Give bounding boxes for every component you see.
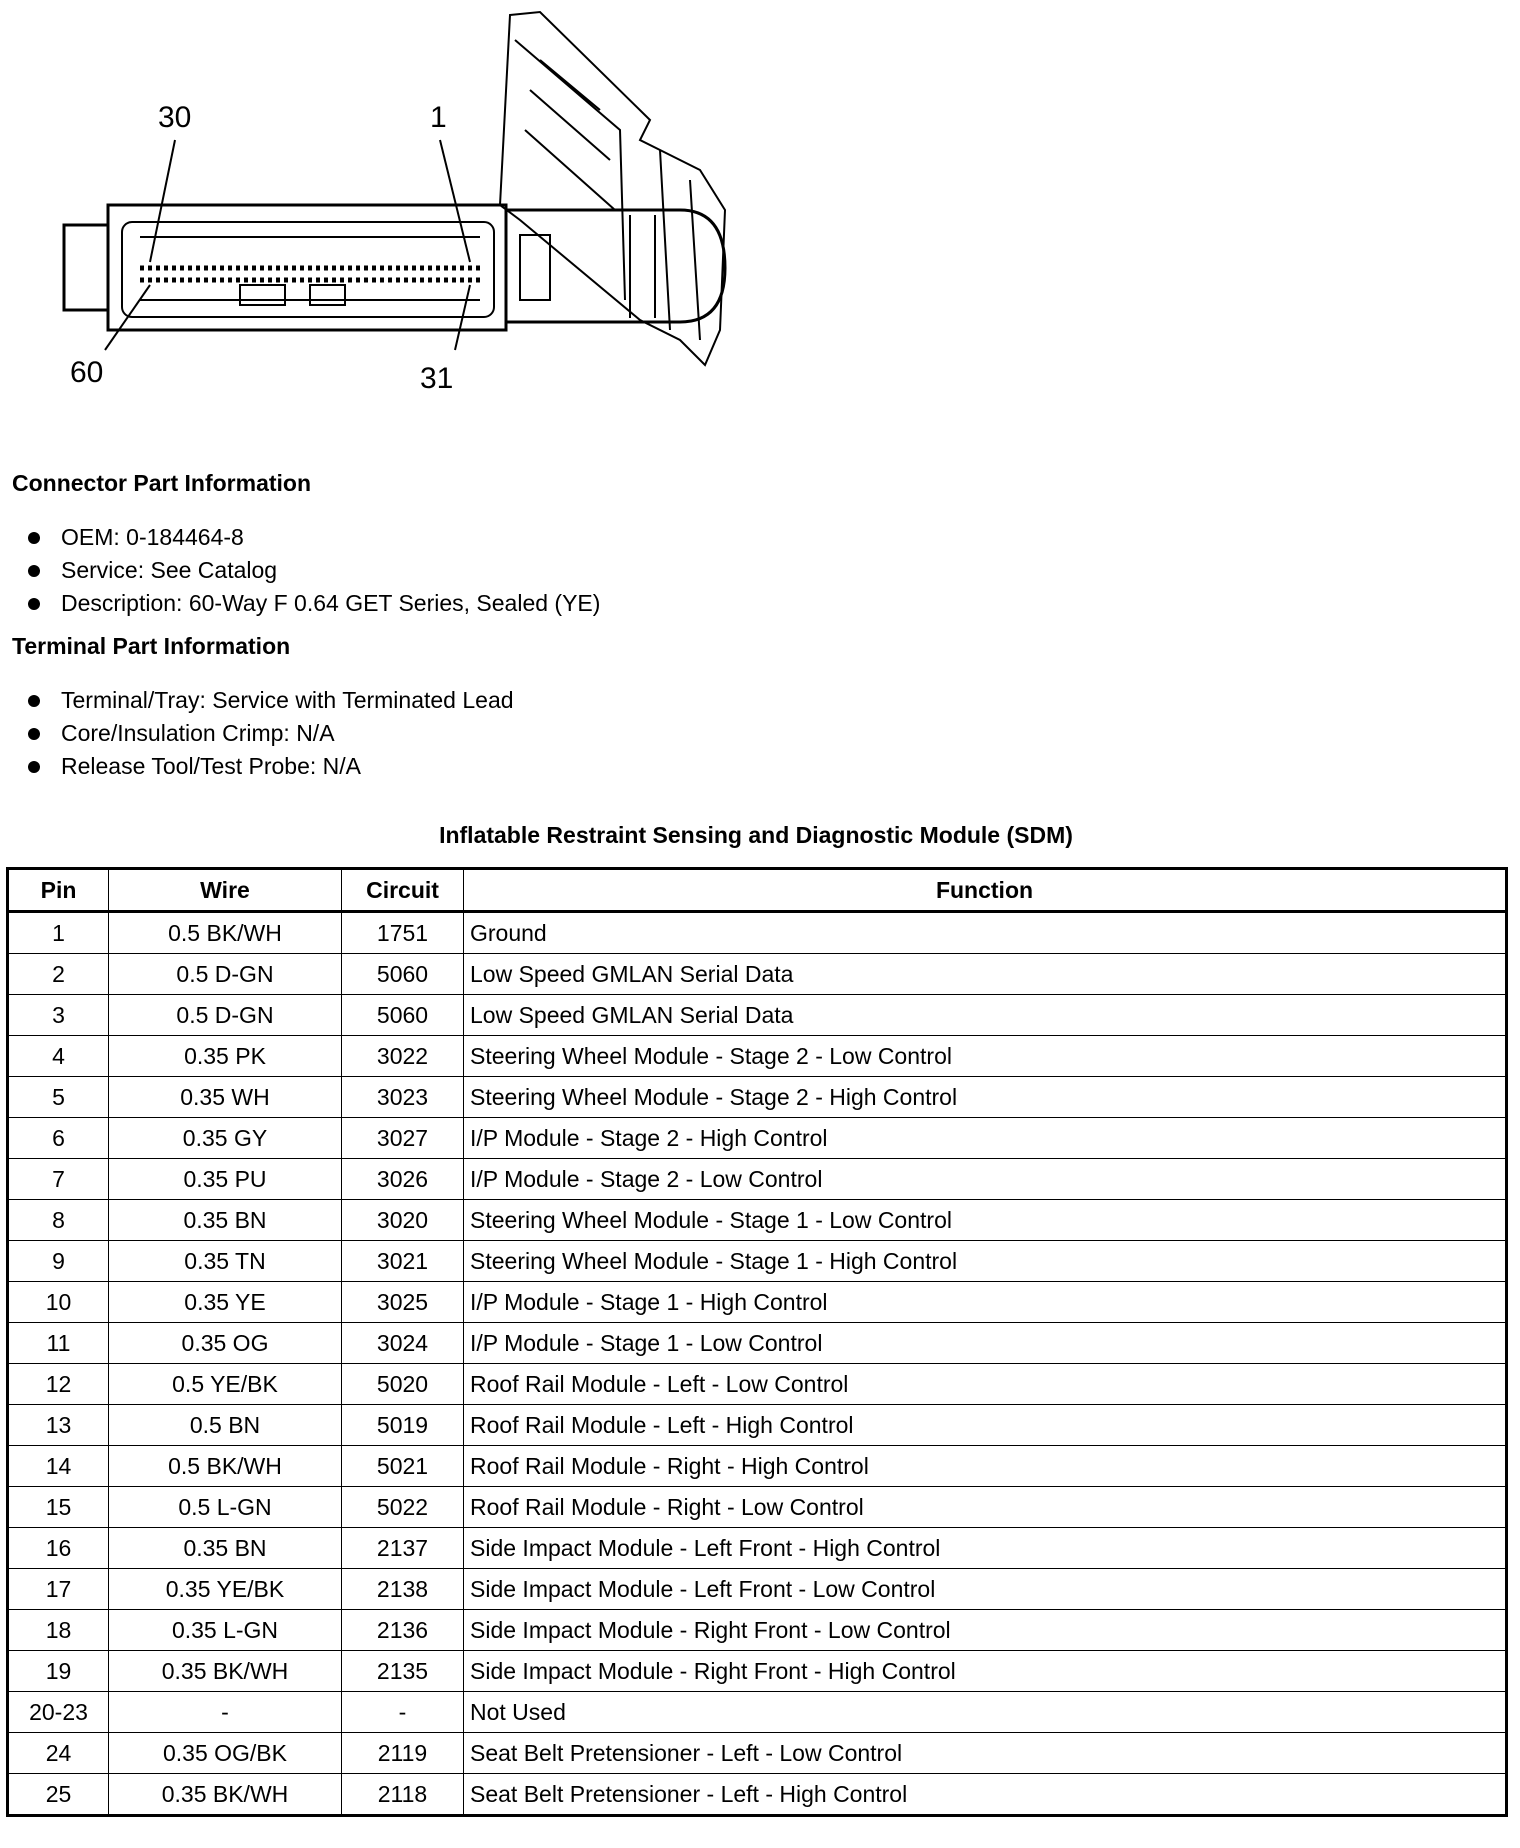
cell-function: Roof Rail Module - Left - High Control xyxy=(464,1405,1507,1446)
table-title: Inflatable Restraint Sensing and Diagnostic Module (SDM) xyxy=(439,822,1073,848)
item-text: OEM: 0-184464-8 xyxy=(61,524,244,550)
header-pin: Pin xyxy=(8,869,109,912)
cell-wire: 0.35 BK/WH xyxy=(109,1774,342,1816)
cell-function: Steering Wheel Module - Stage 1 - High Control xyxy=(464,1241,1507,1282)
pin-label-1: 1 xyxy=(430,101,447,134)
cell-wire: 0.35 L-GN xyxy=(109,1610,342,1651)
cell-function: Seat Belt Pretensioner - Left - Low Control xyxy=(464,1733,1507,1774)
cell-wire: 0.35 BN xyxy=(109,1200,342,1241)
cell-function: Ground xyxy=(464,912,1507,954)
cell-pin: 7 xyxy=(8,1159,109,1200)
pinout-table xyxy=(6,867,1508,1817)
cell-pin: 10 xyxy=(8,1282,109,1323)
pin-label-60: 60 xyxy=(70,356,104,389)
cell-pin: 25 xyxy=(8,1774,109,1816)
cell-pin: 17 xyxy=(8,1569,109,1610)
list-item xyxy=(28,587,600,620)
cell-wire: 0.5 BK/WH xyxy=(109,1446,342,1487)
cell-wire: 0.35 YE/BK xyxy=(109,1569,342,1610)
pin-label-30: 30 xyxy=(158,101,192,134)
cell-wire: 0.35 TN xyxy=(109,1241,342,1282)
pin-rows xyxy=(140,268,480,280)
cell-wire: 0.35 OG/BK xyxy=(109,1733,342,1774)
cell-function: Not Used xyxy=(464,1692,1507,1733)
table-row xyxy=(8,1733,1507,1774)
cell-circuit: 2136 xyxy=(342,1610,464,1651)
cell-circuit: 1751 xyxy=(342,912,464,954)
cell-pin: 19 xyxy=(8,1651,109,1692)
cell-circuit: 5019 xyxy=(342,1405,464,1446)
table-row xyxy=(8,954,1507,995)
list-item xyxy=(28,521,600,554)
cell-wire: 0.5 D-GN xyxy=(109,954,342,995)
cell-pin: 16 xyxy=(8,1528,109,1569)
cell-function: Side Impact Module - Right Front - High Control xyxy=(464,1651,1507,1692)
cell-pin: 15 xyxy=(8,1487,109,1528)
cell-circuit: 2137 xyxy=(342,1528,464,1569)
terminal-info-heading: Terminal Part Information xyxy=(12,633,291,659)
cell-pin: 6 xyxy=(8,1118,109,1159)
list-item xyxy=(28,554,600,587)
cell-wire: 0.35 BK/WH xyxy=(109,1651,342,1692)
cell-circuit: 2138 xyxy=(342,1569,464,1610)
cell-function: I/P Module - Stage 1 - Low Control xyxy=(464,1323,1507,1364)
table-row xyxy=(8,1036,1507,1077)
table-row xyxy=(8,1446,1507,1487)
cell-pin: 9 xyxy=(8,1241,109,1282)
cell-circuit: 3023 xyxy=(342,1077,464,1118)
cell-circuit: 5060 xyxy=(342,995,464,1036)
bullet-icon xyxy=(28,728,40,740)
cell-wire: 0.35 BN xyxy=(109,1528,342,1569)
table-row xyxy=(8,1651,1507,1692)
cell-wire: 0.35 GY xyxy=(109,1118,342,1159)
cell-function: Roof Rail Module - Left - Low Control xyxy=(464,1364,1507,1405)
cell-wire: - xyxy=(109,1692,342,1733)
table-row xyxy=(8,912,1507,954)
connector-info-heading: Connector Part Information xyxy=(12,470,312,496)
table-row xyxy=(8,1774,1507,1816)
table-row xyxy=(8,1528,1507,1569)
cell-function: Low Speed GMLAN Serial Data xyxy=(464,954,1507,995)
connector-iso-view xyxy=(500,12,725,365)
table-row xyxy=(8,1118,1507,1159)
list-item xyxy=(28,750,514,783)
list-item xyxy=(28,717,514,750)
cell-pin: 18 xyxy=(8,1610,109,1651)
cell-function: Steering Wheel Module - Stage 2 - High Control xyxy=(464,1077,1507,1118)
cell-pin: 13 xyxy=(8,1405,109,1446)
table-row xyxy=(8,1077,1507,1118)
list-item xyxy=(28,684,514,717)
cell-circuit: 3027 xyxy=(342,1118,464,1159)
header-circuit: Circuit xyxy=(342,869,464,912)
cell-function: Steering Wheel Module - Stage 1 - Low Control xyxy=(464,1200,1507,1241)
table-header-row xyxy=(8,869,1507,912)
terminal-info-list xyxy=(28,684,514,783)
cell-wire: 0.35 OG xyxy=(109,1323,342,1364)
bullet-icon xyxy=(28,532,40,544)
cell-circuit: 2135 xyxy=(342,1651,464,1692)
cell-function: Side Impact Module - Right Front - Low Control xyxy=(464,1610,1507,1651)
table-row xyxy=(8,1610,1507,1651)
table-row xyxy=(8,1405,1507,1446)
cell-circuit: 3024 xyxy=(342,1323,464,1364)
cell-circuit: 3022 xyxy=(342,1036,464,1077)
cell-function: Side Impact Module - Left Front - Low Control xyxy=(464,1569,1507,1610)
cell-function: Seat Belt Pretensioner - Left - High Control xyxy=(464,1774,1507,1816)
header-function: Function xyxy=(464,869,1507,912)
cell-wire: 0.35 YE xyxy=(109,1282,342,1323)
cell-function: Low Speed GMLAN Serial Data xyxy=(464,995,1507,1036)
header-wire: Wire xyxy=(109,869,342,912)
cell-circuit: 5022 xyxy=(342,1487,464,1528)
cell-circuit: 3026 xyxy=(342,1159,464,1200)
cell-circuit: 2119 xyxy=(342,1733,464,1774)
cell-wire: 0.5 D-GN xyxy=(109,995,342,1036)
cell-pin: 11 xyxy=(8,1323,109,1364)
cell-pin: 14 xyxy=(8,1446,109,1487)
cell-circuit: 3025 xyxy=(342,1282,464,1323)
cell-circuit: 5021 xyxy=(342,1446,464,1487)
cell-circuit: - xyxy=(342,1692,464,1733)
table-row xyxy=(8,995,1507,1036)
bullet-icon xyxy=(28,695,40,707)
cell-function: Roof Rail Module - Right - High Control xyxy=(464,1446,1507,1487)
cell-circuit: 3021 xyxy=(342,1241,464,1282)
item-text: Terminal/Tray: Service with Terminated Lead xyxy=(61,687,514,713)
table-row xyxy=(8,1692,1507,1733)
cell-wire: 0.5 YE/BK xyxy=(109,1364,342,1405)
cell-wire: 0.35 WH xyxy=(109,1077,342,1118)
cell-pin: 24 xyxy=(8,1733,109,1774)
pin-label-31: 31 xyxy=(420,362,454,395)
table-row xyxy=(8,1159,1507,1200)
cell-function: Side Impact Module - Left Front - High Control xyxy=(464,1528,1507,1569)
table-row xyxy=(8,1200,1507,1241)
connector-info-list xyxy=(28,521,600,620)
cell-pin: 4 xyxy=(8,1036,109,1077)
cell-pin: 1 xyxy=(8,912,109,954)
cell-circuit: 5020 xyxy=(342,1364,464,1405)
bullet-icon xyxy=(28,565,40,577)
item-text: Service: See Catalog xyxy=(61,557,278,583)
table-row xyxy=(8,1241,1507,1282)
cell-wire: 0.5 BK/WH xyxy=(109,912,342,954)
cell-pin: 3 xyxy=(8,995,109,1036)
cell-function: I/P Module - Stage 2 - Low Control xyxy=(464,1159,1507,1200)
connector-face-view xyxy=(64,205,725,330)
table-row xyxy=(8,1569,1507,1610)
cell-wire: 0.5 L-GN xyxy=(109,1487,342,1528)
item-text: Core/Insulation Crimp: N/A xyxy=(61,720,335,746)
table-row xyxy=(8,1364,1507,1405)
table-row xyxy=(8,1323,1507,1364)
cell-circuit: 2118 xyxy=(342,1774,464,1816)
cell-function: Roof Rail Module - Right - Low Control xyxy=(464,1487,1507,1528)
cell-pin: 5 xyxy=(8,1077,109,1118)
cell-circuit: 3020 xyxy=(342,1200,464,1241)
table-row xyxy=(8,1487,1507,1528)
bullet-icon xyxy=(28,761,40,773)
cell-wire: 0.35 PK xyxy=(109,1036,342,1077)
cell-circuit: 5060 xyxy=(342,954,464,995)
cell-pin: 8 xyxy=(8,1200,109,1241)
item-text: Release Tool/Test Probe: N/A xyxy=(61,753,362,779)
cell-pin: 20-23 xyxy=(8,1692,109,1733)
table-row xyxy=(8,1282,1507,1323)
cell-wire: 0.5 BN xyxy=(109,1405,342,1446)
leader-lines xyxy=(105,140,470,350)
cell-function: I/P Module - Stage 2 - High Control xyxy=(464,1118,1507,1159)
cell-pin: 2 xyxy=(8,954,109,995)
cell-wire: 0.35 PU xyxy=(109,1159,342,1200)
cell-function: I/P Module - Stage 1 - High Control xyxy=(464,1282,1507,1323)
cell-function: Steering Wheel Module - Stage 2 - Low Control xyxy=(464,1036,1507,1077)
cell-pin: 12 xyxy=(8,1364,109,1405)
connector-diagram xyxy=(0,0,760,420)
item-text: Description: 60-Way F 0.64 GET Series, Sealed (YE) xyxy=(61,590,601,616)
bullet-icon xyxy=(28,598,40,610)
